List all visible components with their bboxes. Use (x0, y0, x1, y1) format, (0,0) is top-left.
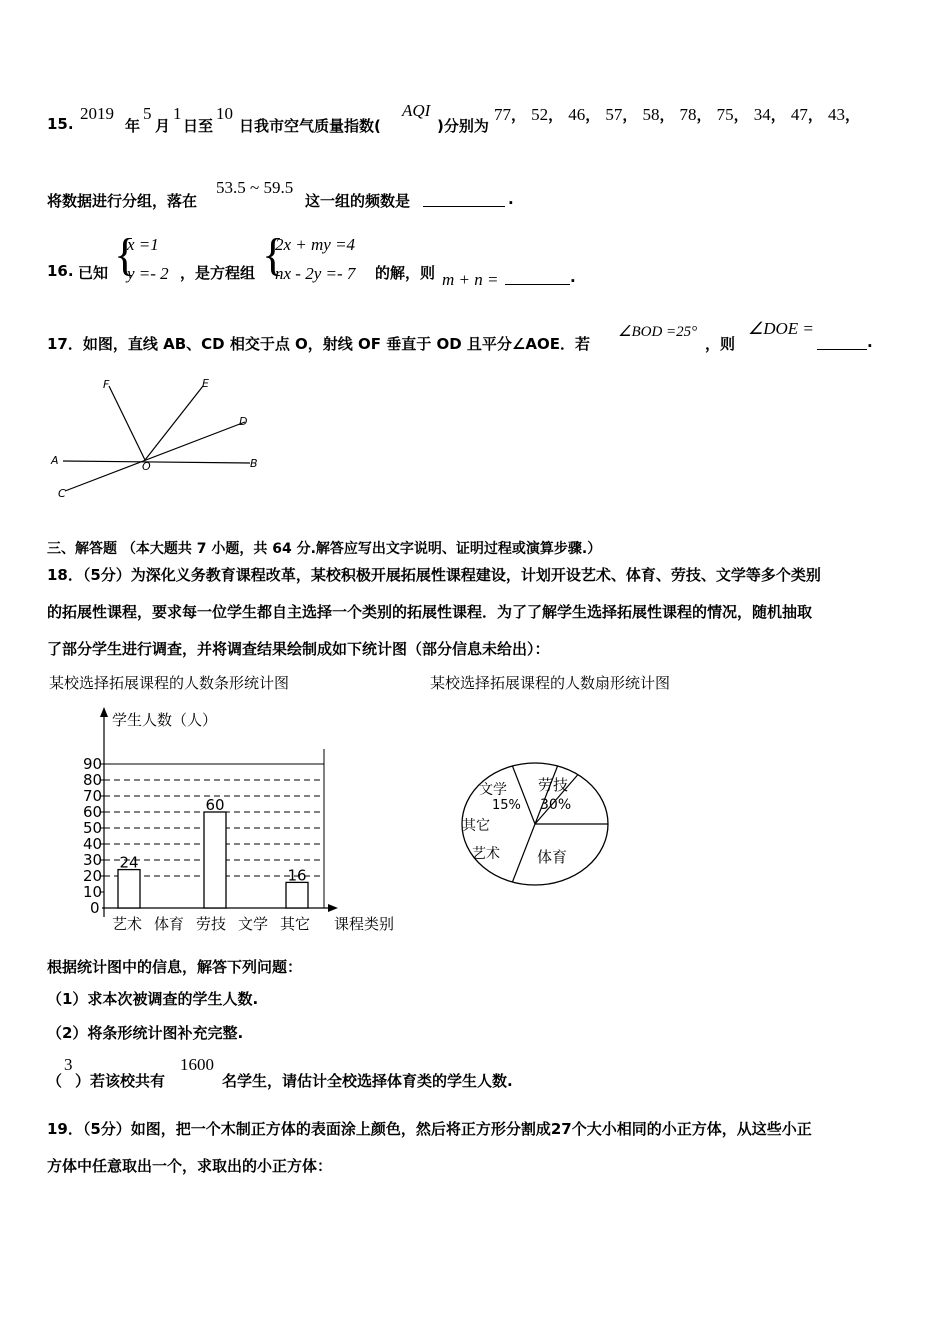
q15-values: 77， 52， 46， 57， 58， 78， 75， 34， 47， 43， (494, 105, 860, 124)
x-category-label: 文学 (238, 915, 269, 933)
q15-aqi: AQI (402, 101, 431, 120)
pie-label-laoji: 劳技 (538, 776, 569, 794)
q15-day-to: 10 (216, 104, 233, 123)
q15-day-from: 1 (173, 104, 182, 123)
pie-label-qita: 其它 (462, 818, 490, 834)
pie-chart-caption: 某校选择拓展课程的人数扇形统计图 (430, 674, 671, 692)
bar-value-label: 60 (205, 796, 225, 814)
y-tick-label: 90 (83, 755, 103, 773)
bar-chart-caption: 某校选择拓展课程的人数条形统计图 (49, 674, 290, 692)
x-axis-arrow (328, 904, 338, 912)
q16-eq2: nx - 2y =- 7 (275, 264, 356, 283)
x-axis-label: 课程类别 (334, 915, 395, 933)
pie-pct-laoji: 30% (540, 797, 572, 813)
y-tick-label: 80 (83, 771, 103, 789)
pie-label-yishu: 艺术 (472, 846, 500, 862)
label-c: C (58, 487, 66, 500)
q16-brace-left: { (114, 229, 137, 280)
pie-label-wenxue: 文学 (479, 782, 507, 798)
q15-text2: )分别为 (437, 117, 489, 135)
q16-brace-right: { (262, 229, 285, 280)
q15-line2-suffix: 这一组的频数是 (305, 192, 411, 210)
q17-given: ∠BOD =25° (618, 324, 698, 340)
q16-expr: m + n = (442, 270, 499, 289)
label-e: E (202, 377, 209, 390)
q15-answer-blank[interactable] (423, 205, 505, 207)
ray-of (109, 386, 145, 460)
y-axis-arrow (100, 707, 108, 717)
y-tick-label: 60 (83, 803, 103, 821)
y-tick-label: 0 (90, 899, 100, 917)
y-tick-label: 30 (83, 851, 103, 869)
q16-answer-blank[interactable] (505, 283, 570, 285)
q19-line2: 方体中任意取出一个，求取出的小正方体： (47, 1157, 333, 1175)
q15-value: 34 (753, 105, 771, 124)
q16-period: . (570, 268, 576, 286)
q17-ask: ∠DOE = (748, 319, 814, 338)
q18-sub3-open: （ (47, 1072, 63, 1090)
label-o: O (142, 460, 151, 473)
q15-text-nian: 年 (125, 117, 141, 135)
q15-line2-prefix: 将数据进行分组，落在 (47, 192, 198, 210)
y-tick-label: 10 (83, 883, 103, 901)
x-category-label: 体育 (154, 915, 185, 933)
pie-label-tiyu: 体育 (537, 848, 568, 866)
q18-line2: 的拓展性课程，要求每一位学生都自主选择一个类别的拓展性课程．为了了解学生选择拓展性课程的情况，随机抽取 (47, 603, 813, 621)
q19-line1: 19．（5分）如图，把一个木制正方体的表面涂上颜色，然后将正方形分割成27个大小相同的小正方体，从这些小正 (47, 1120, 812, 1138)
q16-eq1: 2x + my =4 (275, 235, 356, 254)
q17-text: 17．如图，直线 AB、CD 相交于点 O，射线 OF 垂直于 OD 且平分∠AOE．若 (47, 335, 590, 353)
x-category-label: 艺术 (112, 915, 143, 933)
x-category-label: 劳技 (196, 915, 227, 933)
q18-total-students: 1600 (180, 1055, 214, 1074)
q18-sub3-rest: 名学生，请估计全校选择体育类的学生人数. (222, 1072, 513, 1090)
q17-period: . (867, 333, 873, 351)
q18-sub3-text: ）若该校共有 (75, 1072, 166, 1090)
y-tick-label: 70 (83, 787, 103, 805)
q18-intro: 根据统计图中的信息，解答下列问题： (47, 958, 303, 976)
bar (286, 882, 308, 908)
q18-line1: 18．（5分）为深化义务教育课程改革，某校积极开展拓展性课程建设，计划开设艺术、体育、劳技、文学等多个类别 (47, 566, 821, 584)
section-heading: 三、解答题 （本大题共 7 小题，共 64 分.解答应写出文字说明、证明过程或演算步骤.） (47, 541, 602, 557)
q18-sub2: （2）将条形统计图补充完整. (47, 1024, 244, 1042)
bar-chart (72, 705, 422, 940)
q16-sol-x: x =1 (127, 235, 159, 254)
q15-interval: 53.5 ~ 59.5 (216, 178, 294, 197)
q15-text-rizhi: 日至 (183, 117, 214, 135)
label-d: D (239, 415, 248, 428)
q15-value: 46 (568, 105, 586, 124)
bar (204, 812, 226, 908)
q15-value: 43 (827, 105, 845, 124)
q15-value: 58 (642, 105, 660, 124)
bar-value-label: 16 (287, 866, 307, 885)
label-f: F (103, 378, 110, 391)
pie-chart (455, 760, 615, 910)
label-a: A (51, 454, 59, 467)
q15-value: 52 (531, 105, 549, 124)
q15-period: . (508, 190, 514, 208)
q15-value: 78 (679, 105, 697, 124)
line-ab (63, 461, 250, 463)
q16-sol-y: y =- 2 (127, 264, 169, 283)
label-b: B (250, 457, 258, 470)
q15-year: 2019 (80, 104, 114, 123)
bar (118, 870, 140, 908)
q17-answer-blank[interactable] (817, 348, 867, 350)
q18-line3: 了部分学生进行调查，并将调查结果绘制成如下统计图（部分信息未给出）： (47, 640, 550, 658)
q15-value: 57 (605, 105, 623, 124)
q15-number: 15. (47, 115, 74, 133)
q15-value: 77 (494, 105, 511, 124)
q15-month: 5 (143, 104, 152, 123)
pie-pct-wenxue: 15% (492, 798, 521, 813)
q15-text1: 日我市空气质量指数( (239, 117, 381, 135)
y-tick-label: 40 (83, 835, 103, 853)
y-tick-label: 20 (83, 867, 103, 885)
y-tick-label: 50 (83, 819, 103, 837)
q18-sub3-num: 3 (64, 1055, 73, 1074)
q17-then: ，则 (705, 335, 736, 353)
y-axis-label: 学生人数（人） (112, 711, 218, 729)
line-cd (65, 422, 245, 491)
q17-figure (45, 370, 270, 505)
bar-value-label: 24 (119, 853, 139, 872)
q18-sub1: （1）求本次被调查的学生人数. (47, 990, 259, 1008)
q16-number: 16. (47, 262, 74, 280)
q16-text3: 的解，则 (375, 264, 436, 282)
q16-text1: 已知 (78, 264, 109, 282)
x-category-label: 其它 (280, 915, 311, 933)
q15-text-yue: 月 (155, 117, 171, 135)
q16-text2: ，是方程组 (180, 264, 256, 282)
q15-value: 75 (716, 105, 734, 124)
q15-value: 47 (790, 105, 808, 124)
